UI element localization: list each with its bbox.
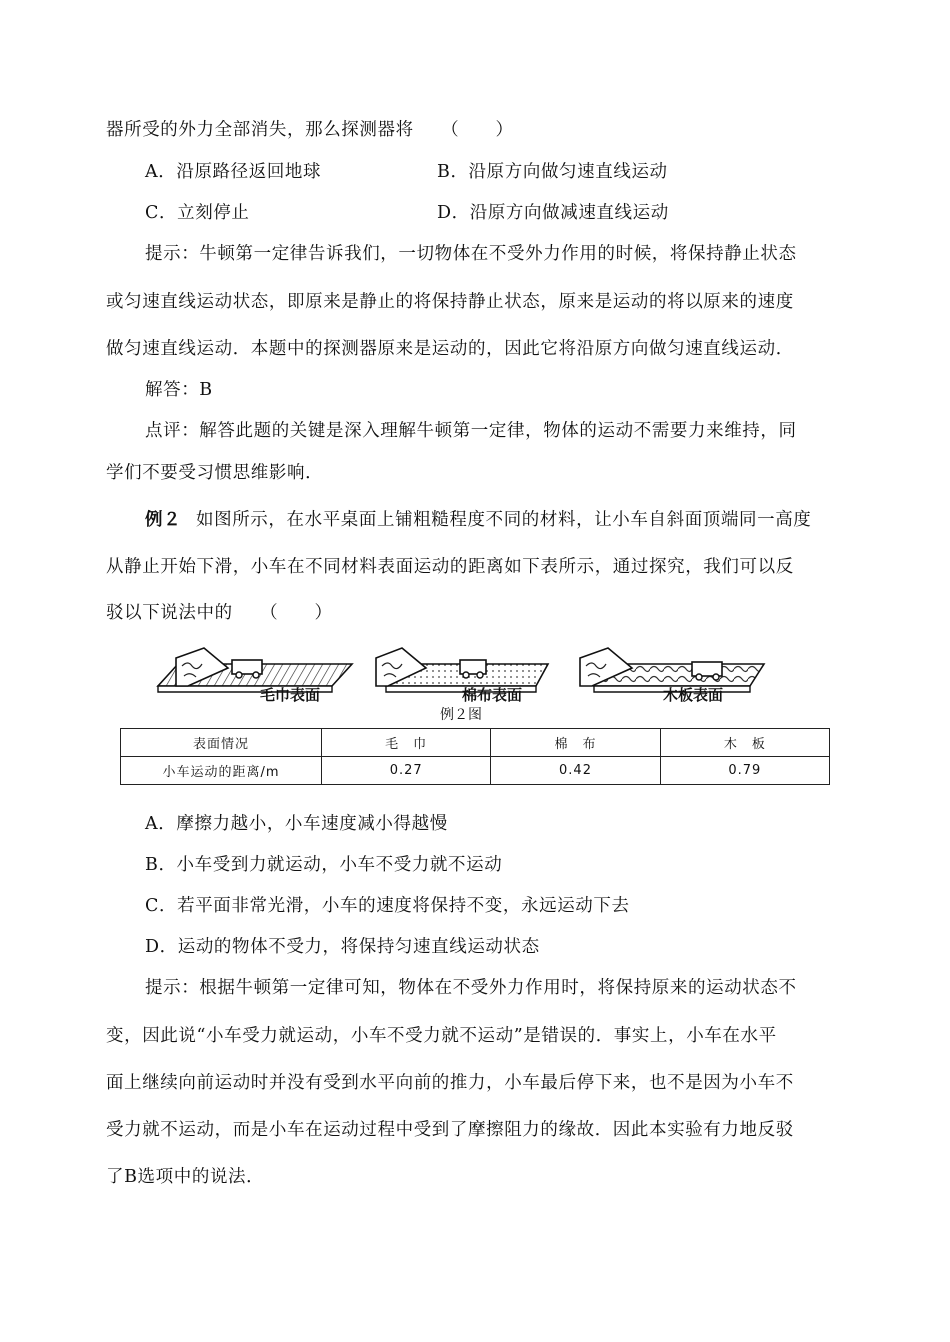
header-surface: 表面情况 [121, 729, 322, 757]
q2-label: 例２ [145, 510, 182, 530]
q2-stem-line-1: 如图所示，在水平桌面上铺粗糙程度不同的材料，让小车自斜面顶端同一高度 [196, 510, 812, 530]
q1-hint-line-3: 做匀速直线运动．本题中的探测器原来是运动的，因此它将沿原方向做匀速直线运动． [106, 339, 794, 359]
q2-hint-line-5: 了B选项中的说法． [106, 1167, 265, 1187]
q2-option-d: D．运动的物体不受力，将保持匀速直线运动状态 [145, 937, 540, 957]
q1-option-c: C．立刻停止 [145, 203, 250, 223]
q1-hint-line-2: 或匀速直线运动状态，即原来是静止的将保持静止状态，原来是运动的将以原来的速度 [106, 292, 794, 312]
q2-hint-line-4: 受力就不运动，而是小车在运动过程中受到了摩擦阻力的缘故．因此本实验有力地反驳 [106, 1120, 794, 1140]
q1-comment-line-2: 学们不要受习惯思维影响． [106, 463, 324, 483]
wood-surface-label: 木板表面 [663, 686, 724, 704]
header-wood: 木 板 [660, 729, 829, 757]
table-header-row [121, 729, 830, 757]
q2-option-b: B．小车受到力就运动，小车不受力就不运动 [145, 855, 503, 875]
q2-hint-line-3: 面上继续向前运动时并没有受到水平向前的推力，小车最后停下来，也不是因为小车不 [106, 1073, 794, 1093]
header-cloth: 棉 布 [491, 729, 660, 757]
cloth-surface-label: 棉布表面 [462, 686, 523, 704]
q1-comment-line-1: 点评：解答此题的关键是深入理解牛顿第一定律，物体的运动不需要力来维持，同 [145, 421, 797, 441]
q1-stem-tail: 器所受的外力全部消失，那么探测器将 （ ） [106, 120, 514, 140]
q2-option-a: A．摩擦力越小，小车速度减小得越慢 [145, 814, 448, 834]
q1-option-a: A．沿原路径返回地球 [145, 162, 322, 182]
header-towel: 毛 巾 [322, 729, 491, 757]
q1-option-b: B．沿原方向做匀速直线运动 [437, 162, 668, 182]
figure-caption: 例２图 [440, 707, 482, 723]
row-label-distance: 小车运动的距离/m [121, 757, 322, 785]
towel-surface-panel [158, 648, 352, 692]
table-row [121, 757, 830, 785]
q2-option-c: C．若平面非常光滑，小车的速度将保持不变，永远运动下去 [145, 896, 630, 916]
value-cloth: 0.42 [491, 757, 660, 785]
q2-stem-line-2: 从静止开始下滑，小车在不同材料表面运动的距离如下表所示，通过探究，我们可以反 [106, 557, 794, 577]
value-wood: 0.79 [660, 757, 829, 785]
distance-table [120, 728, 830, 785]
towel-surface-label: 毛巾表面 [260, 686, 321, 704]
q2-hint-line-2: 变，因此说“小车受力就运动，小车不受力就不运动”是错误的．事实上，小车在水平 [106, 1026, 777, 1046]
q2-stem-line-3: 驳以下说法中的 （ ） [106, 603, 333, 623]
q1-hint-line-1: 提示：牛顿第一定律告诉我们，一切物体在不受外力作用的时候，将保持静止状态 [145, 244, 797, 264]
value-towel: 0.27 [322, 757, 491, 785]
q2-hint-line-1: 提示：根据牛顿第一定律可知，物体在不受外力作用时，将保持原来的运动状态不 [145, 978, 797, 998]
q1-option-d: D．沿原方向做减速直线运动 [437, 203, 669, 223]
q1-answer: 解答：B [145, 380, 213, 400]
